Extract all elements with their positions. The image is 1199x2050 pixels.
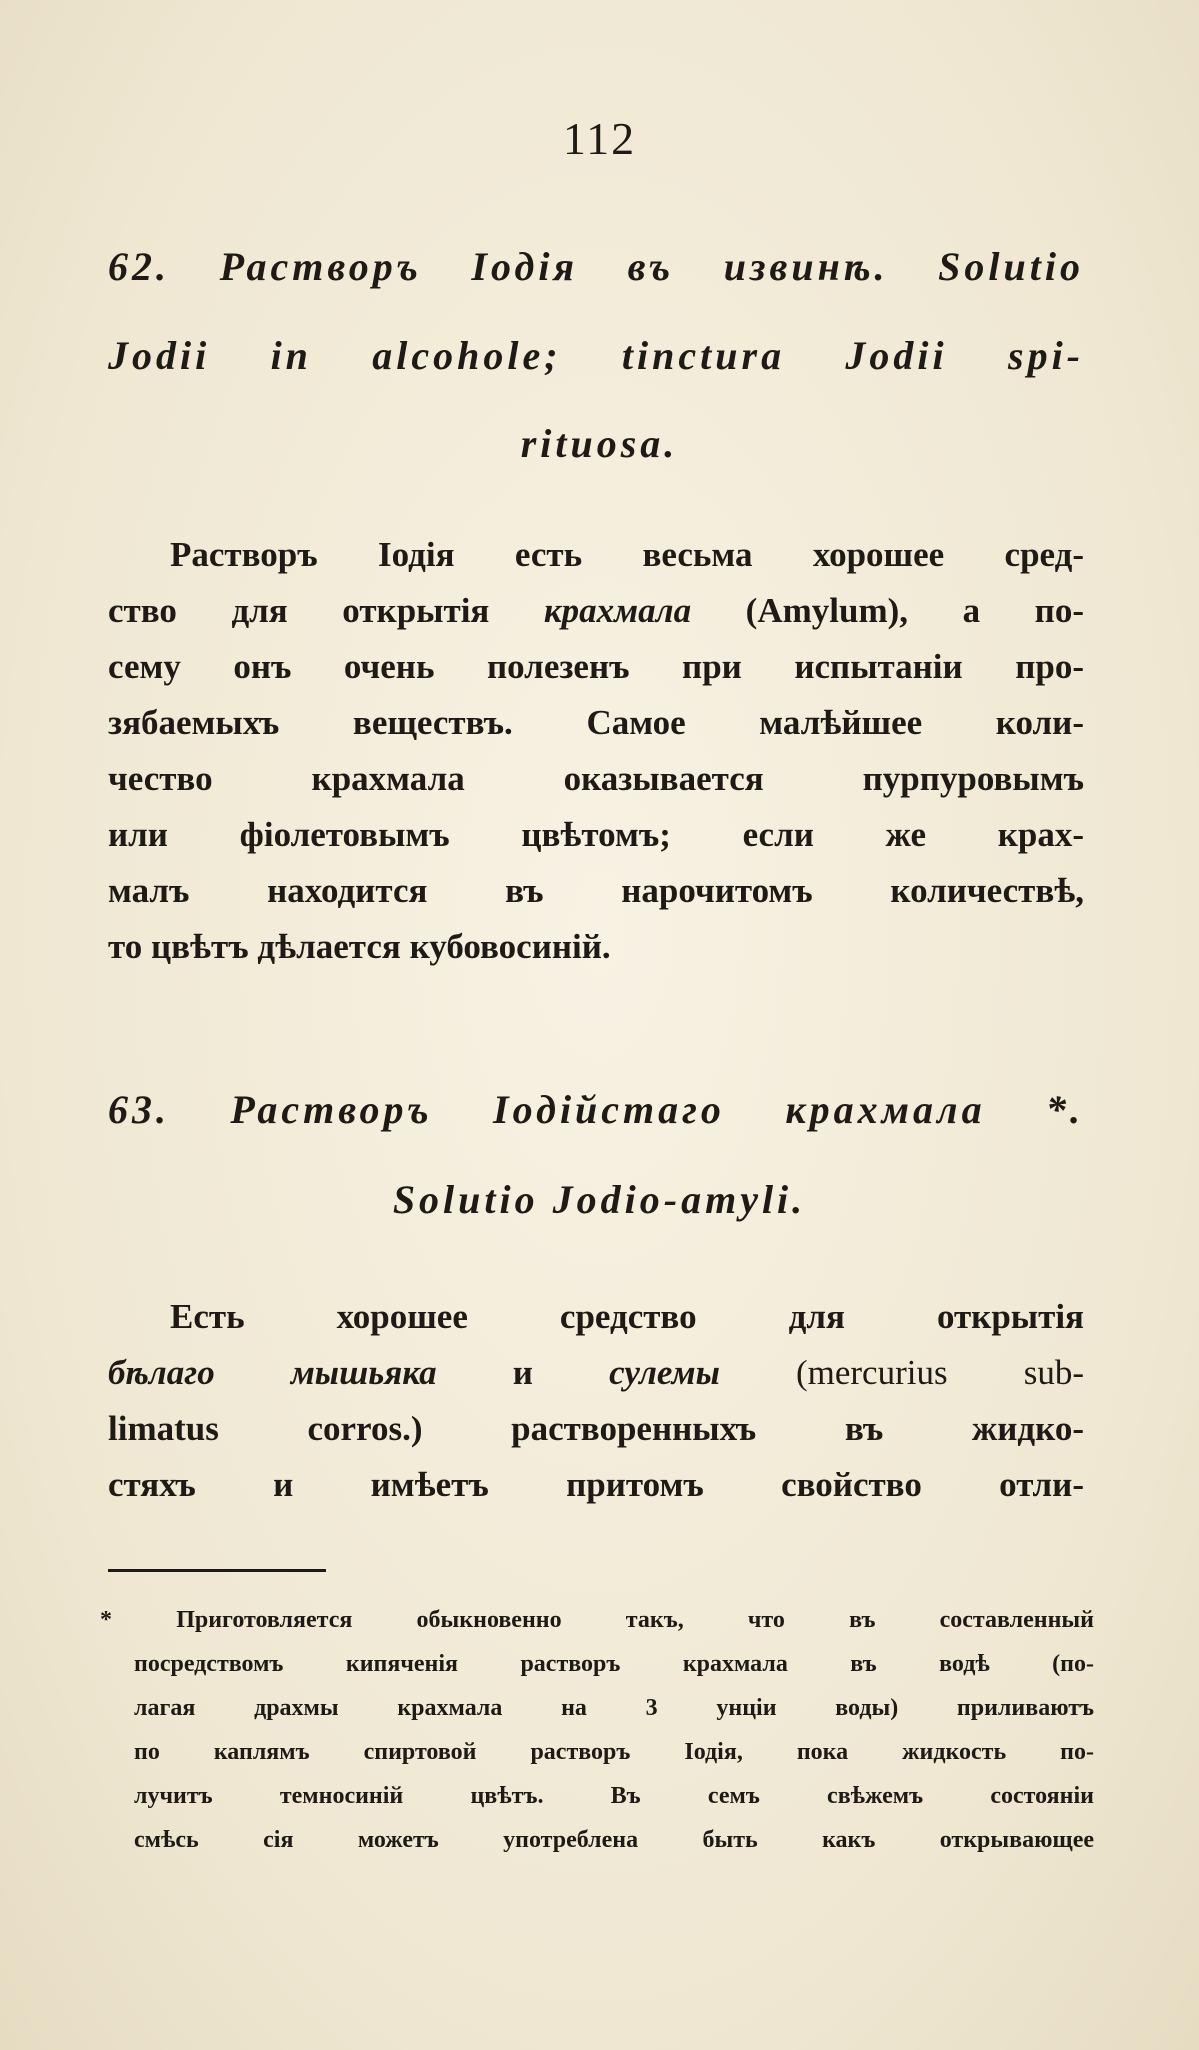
footnote-line-2: посредствомъ кипяченія растворъ крахмала въ водѣ (по- xyxy=(134,1651,1094,1677)
page-number: 112 xyxy=(562,113,637,164)
section-63-heading-line-1: 63. Растворъ Іодійстаго крахмала *. xyxy=(108,1087,1084,1132)
section-63-body-line-2: бѣлаго мышьяка и сулемы (mercurius sub- xyxy=(108,1353,1084,1392)
section-62-body-line-6: или фіолетовымъ цвѣтомъ; если же крах- xyxy=(108,815,1084,854)
footnote-line-1: * Приготовляется обыкновенно такъ, что въ составленный xyxy=(100,1607,1094,1633)
term-krakhmala: крахмала xyxy=(543,591,692,630)
footnote-divider xyxy=(108,1569,326,1572)
section-62-body-line-1: Растворъ Іодія есть весьма хорошее сред- xyxy=(170,535,1084,574)
term-belago-myshyaka: бѣлаго мышьяка xyxy=(108,1353,437,1392)
section-62-body-line-7: малъ находится въ нарочитомъ количествѣ, xyxy=(108,871,1084,910)
section-62-heading-line-3: rituosa. xyxy=(520,421,679,466)
section-62-heading-line-1: 62. Растворъ Іодія въ извинѣ. Solutio xyxy=(108,244,1084,289)
footnote-line-4: по каплямъ спиртовой растворъ Іодія, пока жидкость по- xyxy=(134,1739,1094,1765)
section-62-body-line-2: ство для открытія крахмала (Amylum), а по- xyxy=(108,591,1084,630)
footnote-line-5: лучитъ темносиній цвѣтъ. Въ семъ свѣжемъ состояніи xyxy=(134,1783,1094,1809)
section-62-body-line-5: чество крахмала оказывается пурпуровымъ xyxy=(108,759,1084,798)
section-62-body-line-3: сему онъ очень полезенъ при испытаніи про- xyxy=(108,647,1084,686)
section-63-body-line-1: Есть хорошее средство для открытія xyxy=(170,1297,1084,1336)
section-63-body-line-4: стяхъ и имѣетъ притомъ свойство отли- xyxy=(108,1465,1084,1504)
footnote-line-6: смѣсь сія можетъ употреблена быть какъ открывающее xyxy=(134,1827,1094,1853)
section-63-heading-line-2: Solutio Jodio-amyli. xyxy=(392,1177,807,1222)
term-sulemy: сулемы xyxy=(609,1353,720,1392)
section-62-body-line-8: то цвѣтъ дѣлается кубовосиній. xyxy=(108,927,611,966)
section-63-body-line-3: limatus corros.) растворенныхъ въ жидко- xyxy=(108,1409,1084,1448)
footnote-line-3: лагая драхмы крахмала на 3 унціи воды) приливаютъ xyxy=(134,1695,1094,1721)
section-62-heading-line-2: Jodii in alcohole; tinctura Jodii spi- xyxy=(108,333,1084,378)
section-62-body-line-4: зябаемыхъ веществъ. Самое малѣйшее коли- xyxy=(108,703,1084,742)
